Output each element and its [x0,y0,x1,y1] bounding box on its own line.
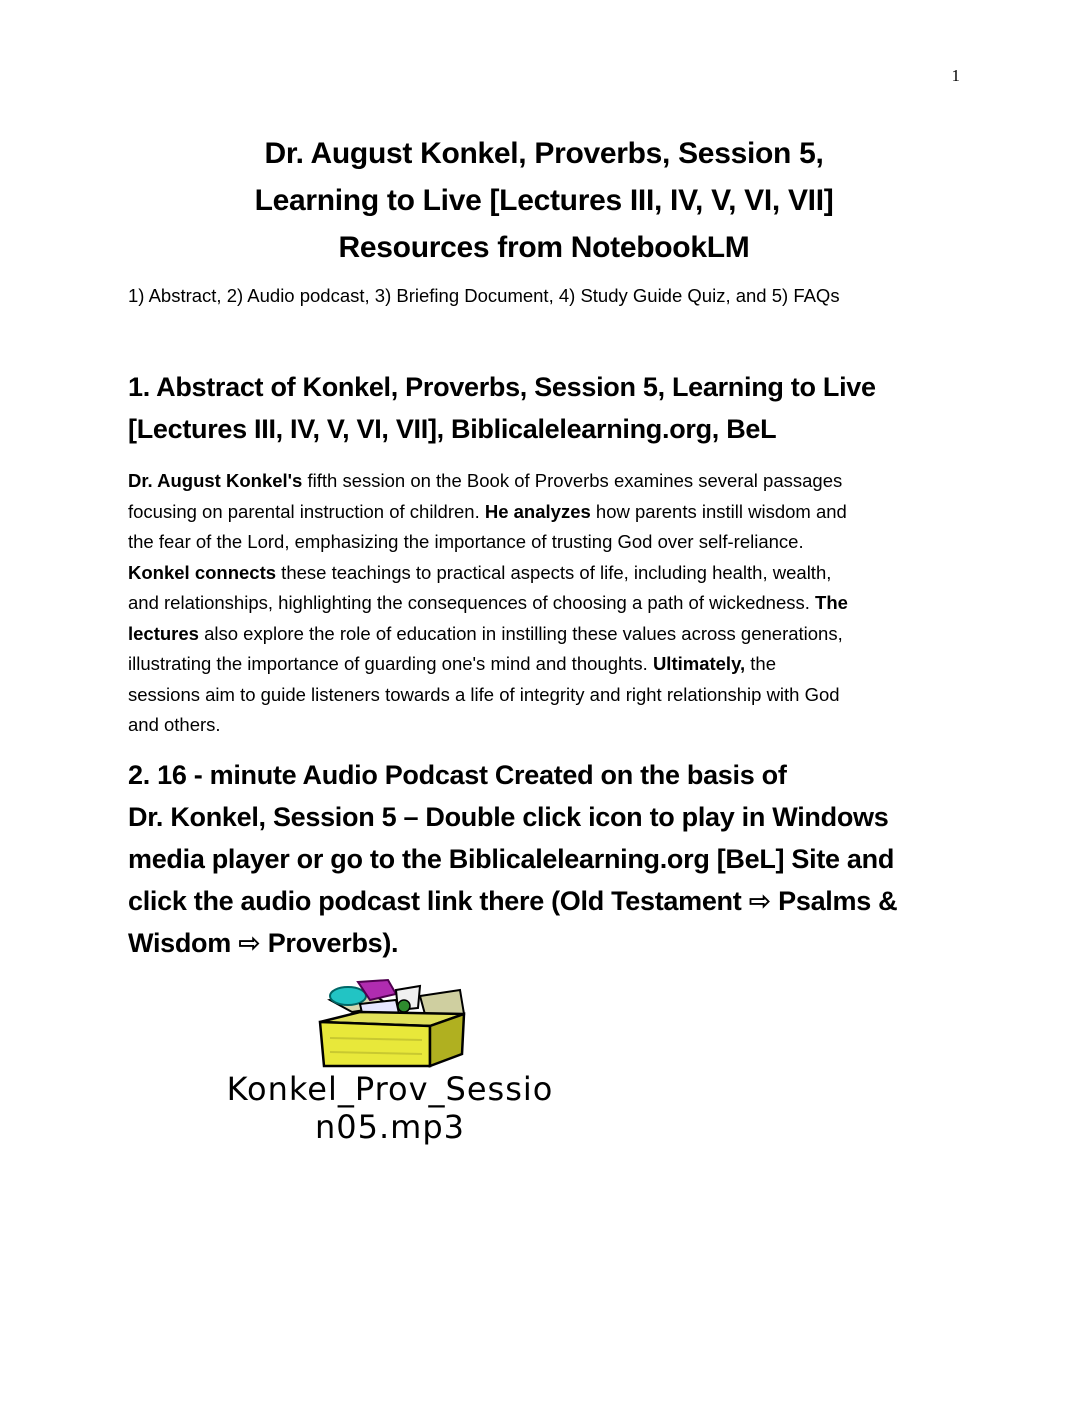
podcast-heading-line-4 [128,880,968,922]
package-installer-icon[interactable] [300,978,480,1070]
abstract-line [128,558,968,589]
text: click the audio podcast link there (Old Testament [128,886,749,916]
abstract-line: the fear of the Lord, emphasizing the importance of trusting God over self-reliance. [128,531,804,552]
text: and relationships, highlighting the consequences of choosing a path of wickedness. [128,592,816,613]
podcast-heading-line-5 [128,922,968,964]
abstract-line [128,619,968,650]
abstract-paragraph [128,466,968,741]
abstract-line [128,497,968,528]
page-number: 1 [951,66,960,85]
bold-text: lectures [128,622,199,644]
file-label-line-1: Konkel_Prov_Sessio [226,1070,554,1108]
podcast-heading [128,754,968,964]
bold-text: Ultimately, [652,653,746,674]
text: illustrating the importance of guarding one's mind and thoughts. [128,653,653,674]
right-arrow-icon: ⇨ [238,928,261,958]
abstract-line [128,649,968,680]
abstract-line [128,588,968,619]
file-label-line-2: n05.mp3 [314,1108,465,1146]
podcast-heading-line-3: media player or go to the Biblicalelearning.org [BeL] Site and [128,844,895,874]
text: also explore the role of education in instilling these values across generations, [198,622,843,644]
title-line-3: Resources from NotebookLM [338,231,750,264]
bold-text: Dr. August Konkel's [128,470,303,491]
text: Proverbs). [260,928,399,958]
text: Psalms & [770,886,898,916]
title-line-2: Learning to Live [Lectures III, IV, V, VI, VII] [254,184,834,217]
text: the [745,653,776,674]
text: how parents instill wisdom and [590,500,847,522]
abstract-heading-line-2: [Lectures III, IV, V, VI, VII], Biblicalelearning.org, BeL [128,414,777,444]
right-arrow-icon: ⇨ [748,886,771,916]
bold-text: Konkel connects [128,561,277,583]
contents-list: 1) Abstract, 2) Audio podcast, 3) Briefing Document, 4) Study Guide Quiz, and 5) FAQs [128,285,840,306]
bold-text: The [815,592,848,613]
title-line-1: Dr. August Konkel, Proverbs, Session 5, [264,137,824,170]
text: Wisdom [128,928,239,958]
bold-text: He analyzes [484,500,591,522]
abstract-heading-line-1: 1. Abstract of Konkel, Proverbs, Session 5, Learning to Live [128,372,876,402]
podcast-heading-line-1: 2. 16 - minute Audio Podcast Created on the basis of [128,760,787,790]
text: fifth session on the Book of Proverbs examines several passages [302,470,843,491]
abstract-line: sessions aim to guide listeners towards a life of integrity and right relationship with God [128,683,840,705]
abstract-line [128,466,968,497]
text: these teachings to practical aspects of life, including health, wealth, [276,561,832,583]
abstract-heading [128,366,968,450]
media-file-label[interactable] [120,1070,660,1146]
document-title [0,130,1088,271]
abstract-line: and others. [128,714,221,735]
podcast-heading-line-2: Dr. Konkel, Session 5 – Double click icon to play in Windows [128,802,889,832]
text: focusing on parental instruction of children. [128,500,485,522]
